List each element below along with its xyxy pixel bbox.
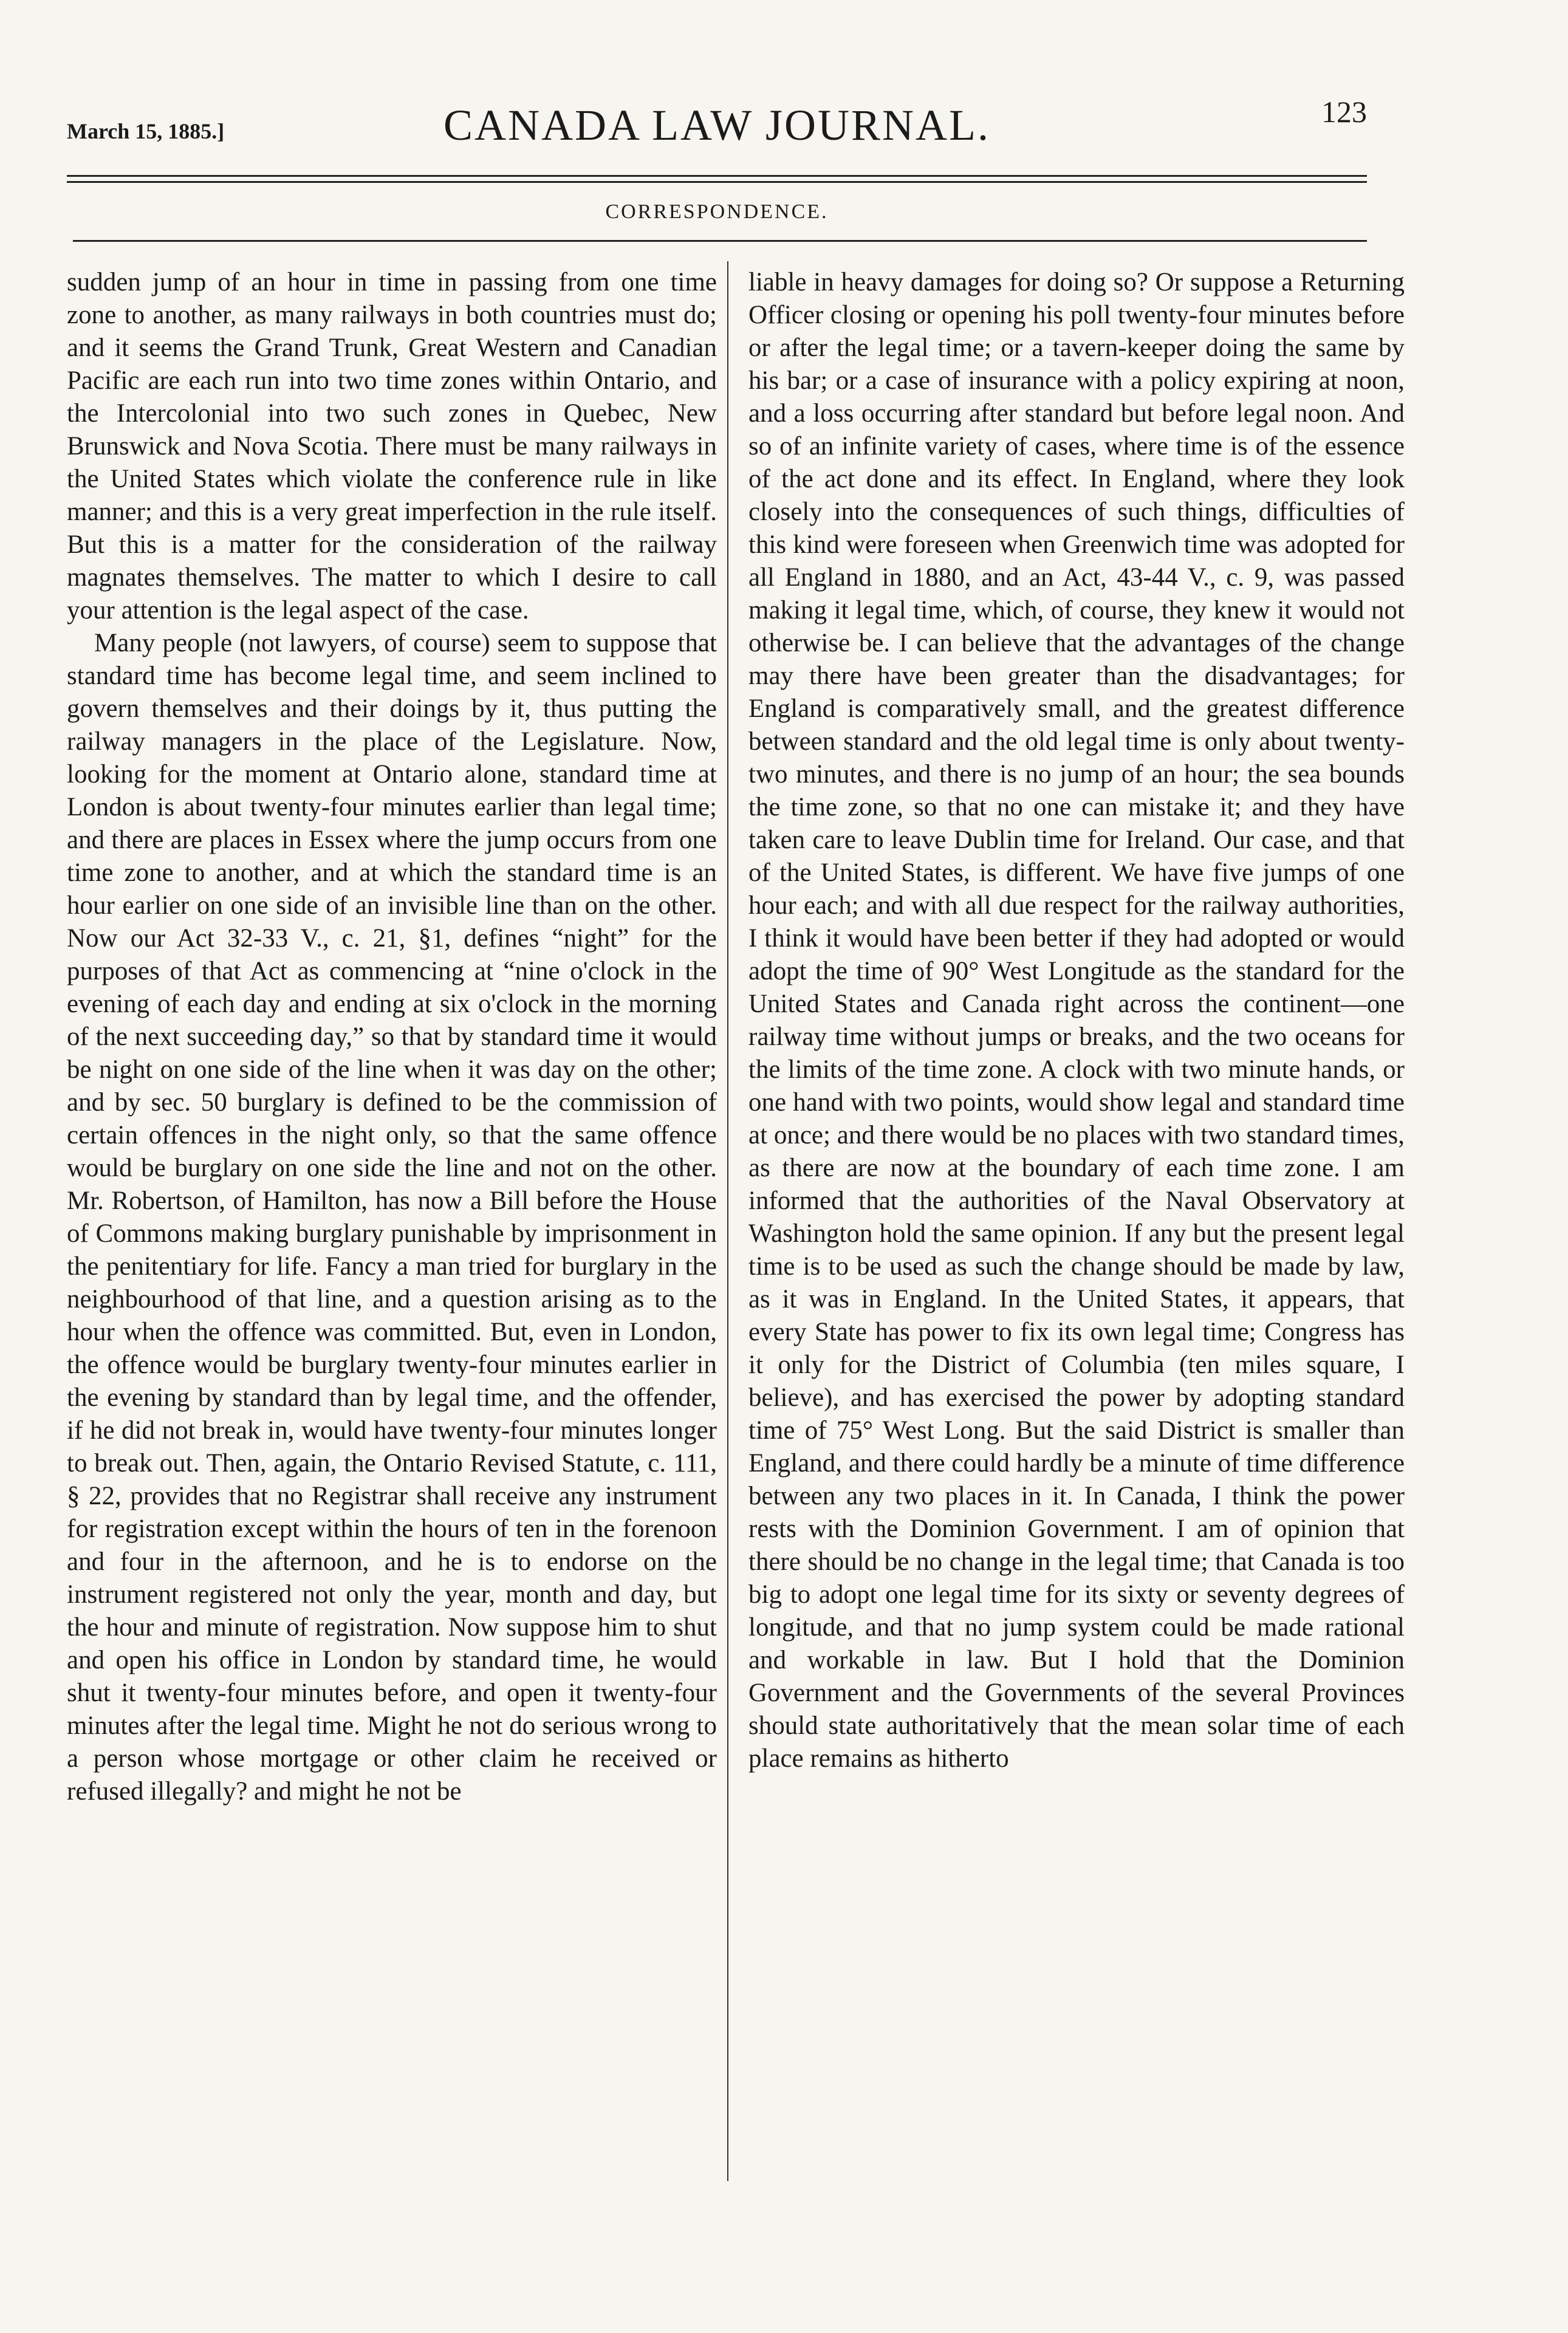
- left-paragraph-1: sudden jump of an hour in time in passing from one time zone to another, as many railways in both countries must do; and it seems the Grand Trunk, Great Western and Canadian Pacific are each run into two time zones within Ontario, and the Intercolonial into two such zones in Quebec, New Brunswick and Nova Scotia. There must be many railways in the United States which violate the conference rule in like manner; and this is a very great imperfection in the rule itself. But this is a matter for the consideration of the railway magnates themselves. The matter to which I desire to call your attention is the legal aspect of the case.: [67, 268, 717, 625]
- issue-date: March 15, 1885.]: [67, 119, 225, 143]
- column-divider: [727, 261, 728, 2181]
- header-rule-top: [67, 175, 1367, 177]
- section-heading: CORRESPONDENCE.: [605, 200, 829, 223]
- right-column: [748, 266, 1405, 1775]
- page-header: [67, 95, 1367, 167]
- right-paragraph-1: liable in heavy damages for doing so? Or suppose a Returning Officer closing or opening his poll twenty-four minutes before or after the legal time; or a tavern-keeper doing the same by his bar; or a case of insurance with a policy expiring at noon, and a loss occurring after standard but before legal noon. And so of an infinite variety of cases, where time is of the essence of the act done and its effect. In England, where they look closely into the consequences of such things, difficulties of this kind were foreseen when Greenwich time was adopted for all England in 1880, and an Act, 43-44 V., c. 9, was passed making it legal time, which, of course, they knew it would not otherwise be. I can believe that the advantages of the change may there have been greater than the disadvantages; for England is comparatively small, and the greatest difference between standard and the old legal time is only about twenty-two minutes, and there is no jump of an hour; the sea bounds the time zone, so that no one can mistake it; and they have taken care to leave Dublin time for Ireland. Our case, and that of the United States, is different. We have five jumps of one hour each; and with all due respect for the railway authorities, I think it would have been better if they had adopted or would adopt the time of 90° West Longitude as the standard for the United States and Canada right across the continent—one railway time without jumps or breaks, and the two oceans for the limits of the time zone. A clock with two minute hands, or one hand with two points, would show legal and standard time at once; and there would be no places with two standard times, as there are now at the boundary of each time zone. I am informed that the authorities of the Naval Observatory at Washington hold the same opinion. If any but the present legal time is to be used as such the change should be made by law, as it was in England. In the United States, it appears, that every State has power to fix its own legal time; Congress has it only for the District of Columbia (ten miles square, I believe), and has exercised the power by adopting standard time of 75° West Long. But the said District is smaller than England, and there could hardly be a minute of time difference between any two places in it. In Canada, I think the power rests with the Dominion Government. I am of opinion that there should be no change in the legal time; that Canada is too big to adopt one legal time for its sixty or seventy degrees of longitude, and that no jump system could be made rational and workable in law. But I hold that the Dominion Government and the Governments of the several Provinces should state authoritatively that the mean solar time of each place remains as hitherto: [748, 268, 1405, 1773]
- page-number: 123: [1321, 95, 1367, 129]
- journal-title: CANADA LAW JOURNAL.: [443, 101, 990, 149]
- header-rule-bottom: [67, 181, 1367, 183]
- left-column: [67, 266, 717, 1808]
- section-rule: [73, 240, 1367, 242]
- left-paragraph-2: Many people (not lawyers, of course) seem to suppose that standard time has become legal time, and seem inclined to govern themselves and their doings by it, thus putting the railway managers in the place of the Legislature. Now, looking for the moment at Ontario alone, standard time at London is about twenty-four minutes earlier than legal time; and there are places in Essex where the jump occurs from one time zone to another, and at which the standard time is an hour earlier on one side of an invisible line than on the other. Now our Act 32-33 V., c. 21, §1, defines “night” for the purposes of that Act as commencing at “nine o'clock in the evening of each day and ending at six o'clock in the morning of the next succeeding day,” so that by standard time it would be night on one side of the line when it was day on the other; and by sec. 50 burglary is defined to be the commission of certain offences in the night only, so that the same offence would be burglary on one side the line and not on the other. Mr. Robertson, of Hamilton, has now a Bill before the House of Commons making burglary punishable by imprisonment in the penitentiary for life. Fancy a man tried for burglary in the neighbourhood of that line, and a question arising as to the hour when the offence was committed. But, even in London, the offence would be burglary twenty-four minutes earlier in the evening by standard than by legal time, and the offender, if he did not break in, would have twenty-four minutes longer to break out. Then, again, the Ontario Revised Statute, c. 111, § 22, provides that no Registrar shall receive any instrument for registration except within the hours of ten in the forenoon and four in the afternoon, and he is to endorse on the instrument registered not only the year, month and day, but the hour and minute of registration. Now suppose him to shut and open his office in London by standard time, he would shut it twenty-four minutes before, and open it twenty-four minutes after the legal time. Might he not do serious wrong to a person whose mortgage or other claim he received or refused illegally? and might he not be: [67, 629, 717, 1806]
